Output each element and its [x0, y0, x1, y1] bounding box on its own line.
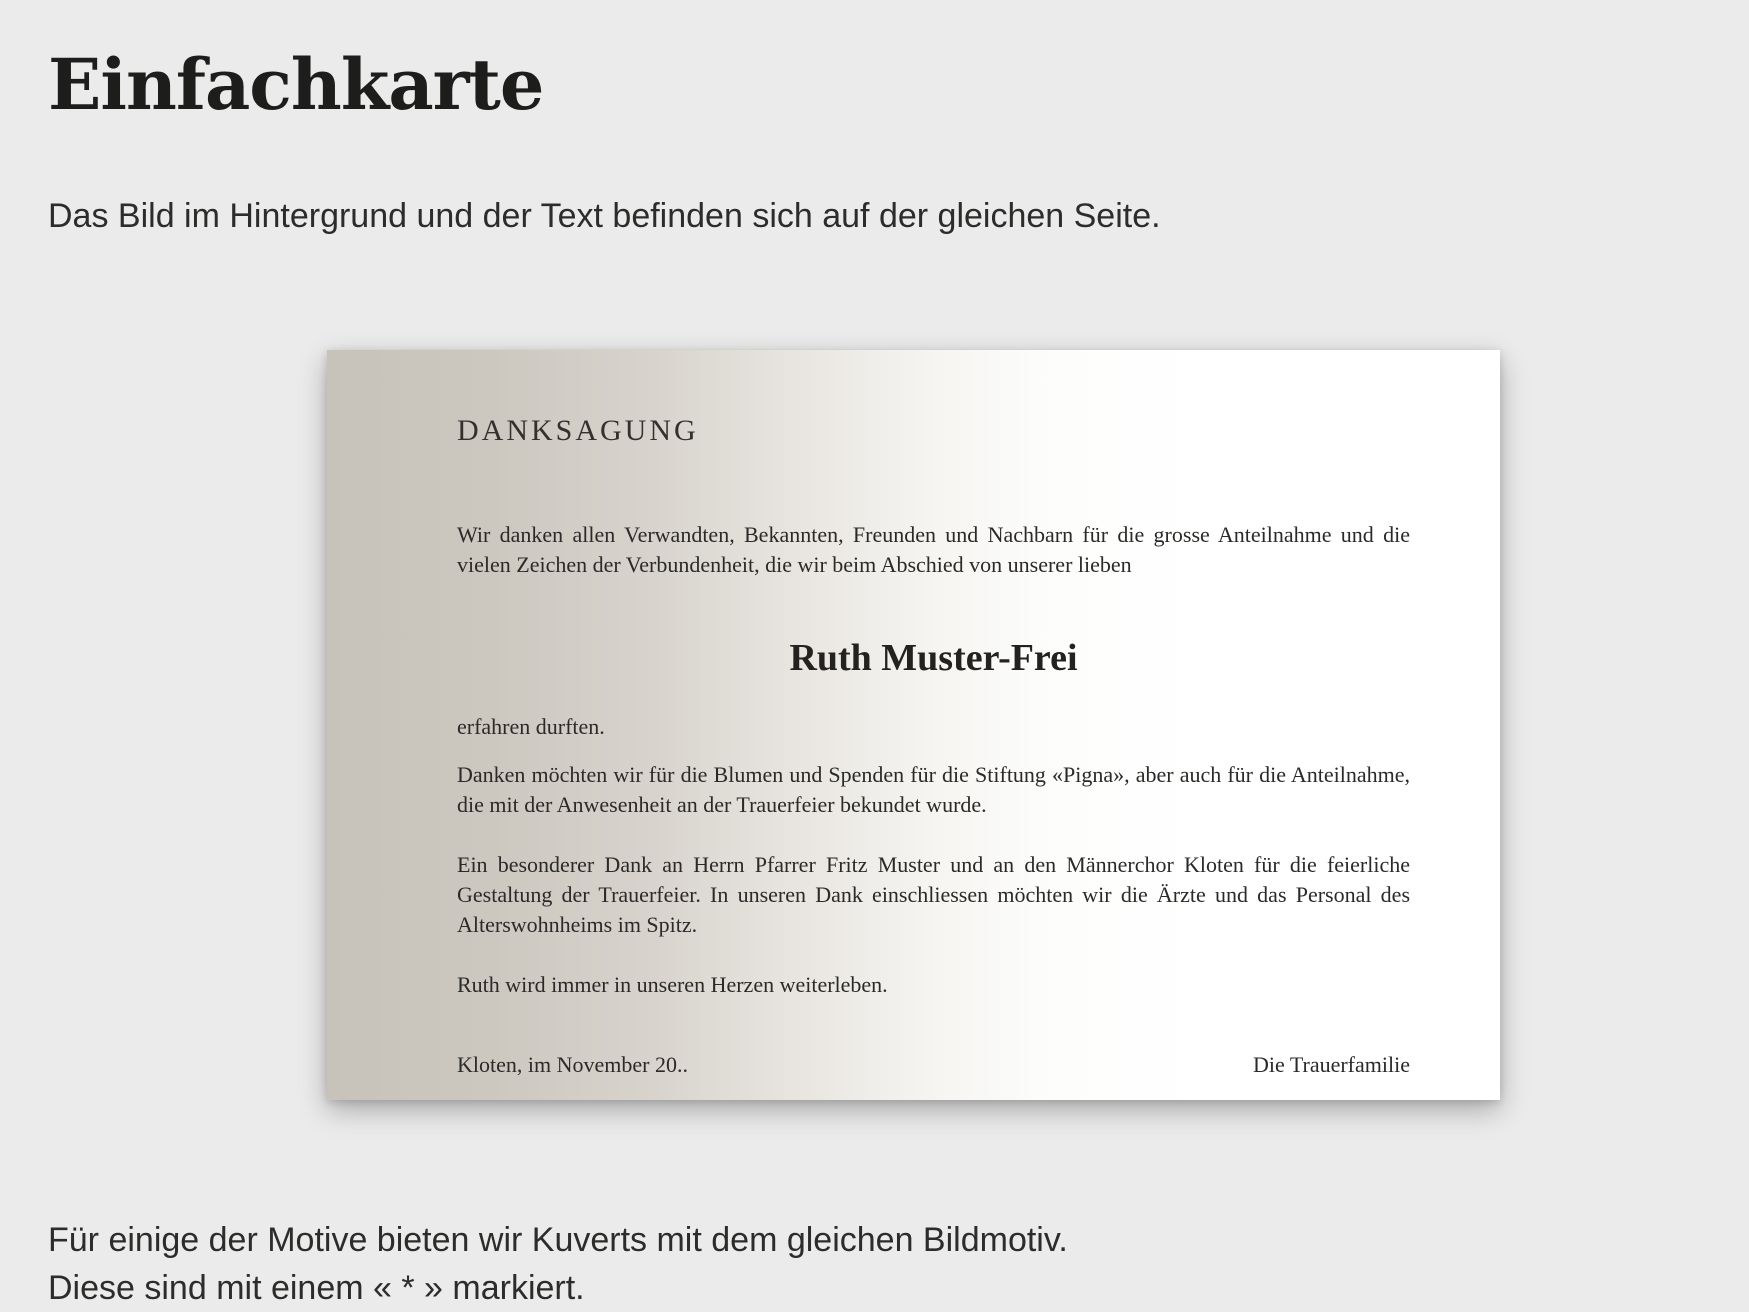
card-paragraph-after-name: erfahren durften.: [457, 714, 605, 739]
card-paragraph-donations: Danken möchten wir für die Blumen und Spenden für die Stiftung «Pigna», aber auch für die Anteilnahme, die mit der Anwesenheit an der Trauerfeier bekundet wurde.: [457, 762, 1410, 817]
card-signature-row: [457, 1050, 1410, 1080]
page-title: Einfachkarte: [48, 43, 544, 126]
card-heading: DANKSAGUNG: [457, 414, 699, 447]
card-place-date: Kloten, im November 20..: [457, 1052, 688, 1077]
footer-line-2: Diese sind mit einem « * » markiert.: [48, 1269, 585, 1307]
footer-line-1: Für einige der Motive bieten wir Kuverts mit dem gleichen Bildmotiv.: [48, 1221, 1068, 1259]
page-footer: [48, 1216, 1068, 1312]
deceased-name: Ruth Muster-Frei: [789, 637, 1078, 679]
card-paragraph-intro: Wir danken allen Verwandten, Bekannten, Freunden und Nachbarn für die grosse Anteilnahme und die vielen Zeichen der Verbundenheit, die wir beim Abschied von unserer lieben: [457, 522, 1410, 577]
card-paragraph-closing: Ruth wird immer in unseren Herzen weiterleben.: [457, 972, 888, 997]
memorial-card-preview: [327, 350, 1500, 1100]
card-signature: Die Trauerfamilie: [1252, 1052, 1410, 1077]
card-paragraph-thanks: Ein besonderer Dank an Herrn Pfarrer Fritz Muster und an den Männerchor Kloten für die feierliche Gestaltung der Trauerfeier. In unseren Dank einschliessen möchten wir die Ärzte und das Personal des Alterswohnheims im Spitz.: [457, 852, 1410, 937]
page-subtitle: Das Bild im Hintergrund und der Text befinden sich auf der gleichen Seite.: [48, 197, 1161, 235]
